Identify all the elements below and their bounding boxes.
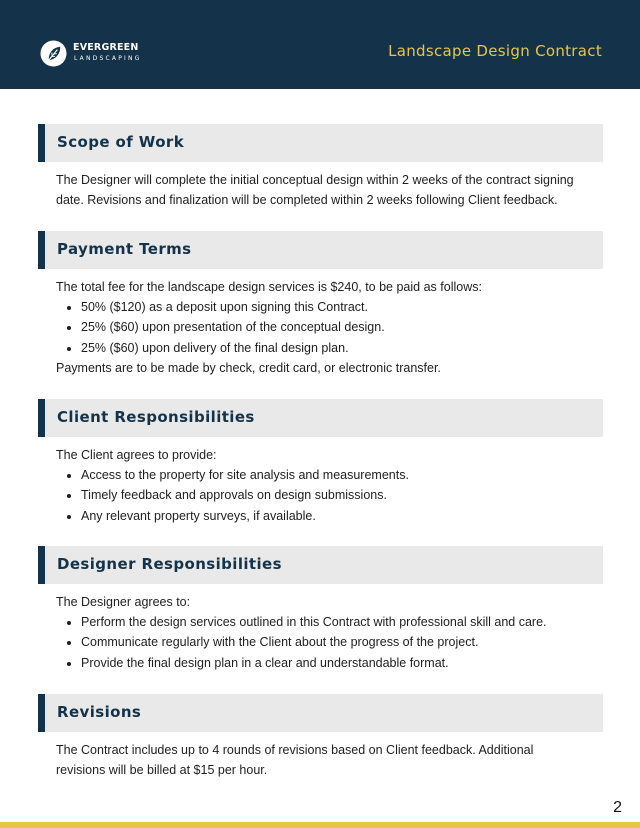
list-item: • 25% ($60) upon presentation of the conceptual design. — [81, 317, 586, 337]
section-header-scope — [38, 124, 603, 162]
designer-body — [56, 592, 586, 673]
brand-subtitle: LANDSCAPING — [74, 55, 142, 62]
list-item: • 25% ($60) upon delivery of the final design plan. — [81, 338, 586, 358]
designer-list — [56, 612, 586, 673]
brand-name: EVERGREEN — [73, 42, 139, 53]
section-title: Designer Responsibilities — [57, 555, 282, 573]
leaf-icon — [40, 40, 67, 67]
payment-intro: The total fee for the landscape design services is $240, to be paid as follows: — [56, 280, 482, 294]
list-item: • Timely feedback and approvals on design submissions. — [81, 485, 586, 505]
page-header — [0, 0, 640, 89]
list-item: • Communicate regularly with the Client about the progress of the project. — [81, 632, 586, 652]
list-item: • 50% ($120) as a deposit upon signing this Contract. — [81, 297, 586, 317]
list-item: • Any relevant property surveys, if available. — [81, 506, 586, 526]
section-title: Revisions — [57, 703, 142, 721]
client-list — [56, 465, 586, 526]
section-header-payment — [38, 231, 603, 269]
section-title: Payment Terms — [57, 240, 192, 258]
payment-outro: Payments are to be made by check, credit card, or electronic transfer. — [56, 360, 441, 375]
payment-list — [56, 297, 586, 358]
list-item: • Perform the design services outlined in this Contract with professional skill and care. — [81, 612, 586, 632]
section-header-designer — [38, 546, 603, 584]
designer-intro: The Designer agrees to: — [56, 595, 191, 609]
client-intro: The Client agrees to provide: — [56, 448, 217, 462]
section-title: Scope of Work — [57, 133, 185, 151]
section-header-revisions — [38, 694, 603, 732]
payment-body — [56, 277, 586, 378]
revisions-paragraph: The Contract includes up to 4 rounds of revisions based on Client feedback. Additional revisions will be billed at $15 per hour. — [56, 743, 534, 778]
document-title: Landscape Design Contract — [388, 42, 602, 60]
list-item: • Access to the property for site analysis and measurements. — [81, 465, 586, 485]
section-title: Client Responsibilities — [57, 408, 255, 426]
footer-accent-bar — [0, 822, 640, 828]
section-header-client — [38, 399, 603, 437]
client-body — [56, 445, 586, 526]
scope-paragraph: The Designer will complete the initial conceptual design within 2 weeks of the contract signing date. Revisions and finalization will be completed within 2 weeks following Client feedback. — [56, 173, 574, 208]
page-number: 2 — [613, 799, 622, 816]
list-item: • Provide the final design plan in a clear and understandable format. — [81, 653, 586, 673]
